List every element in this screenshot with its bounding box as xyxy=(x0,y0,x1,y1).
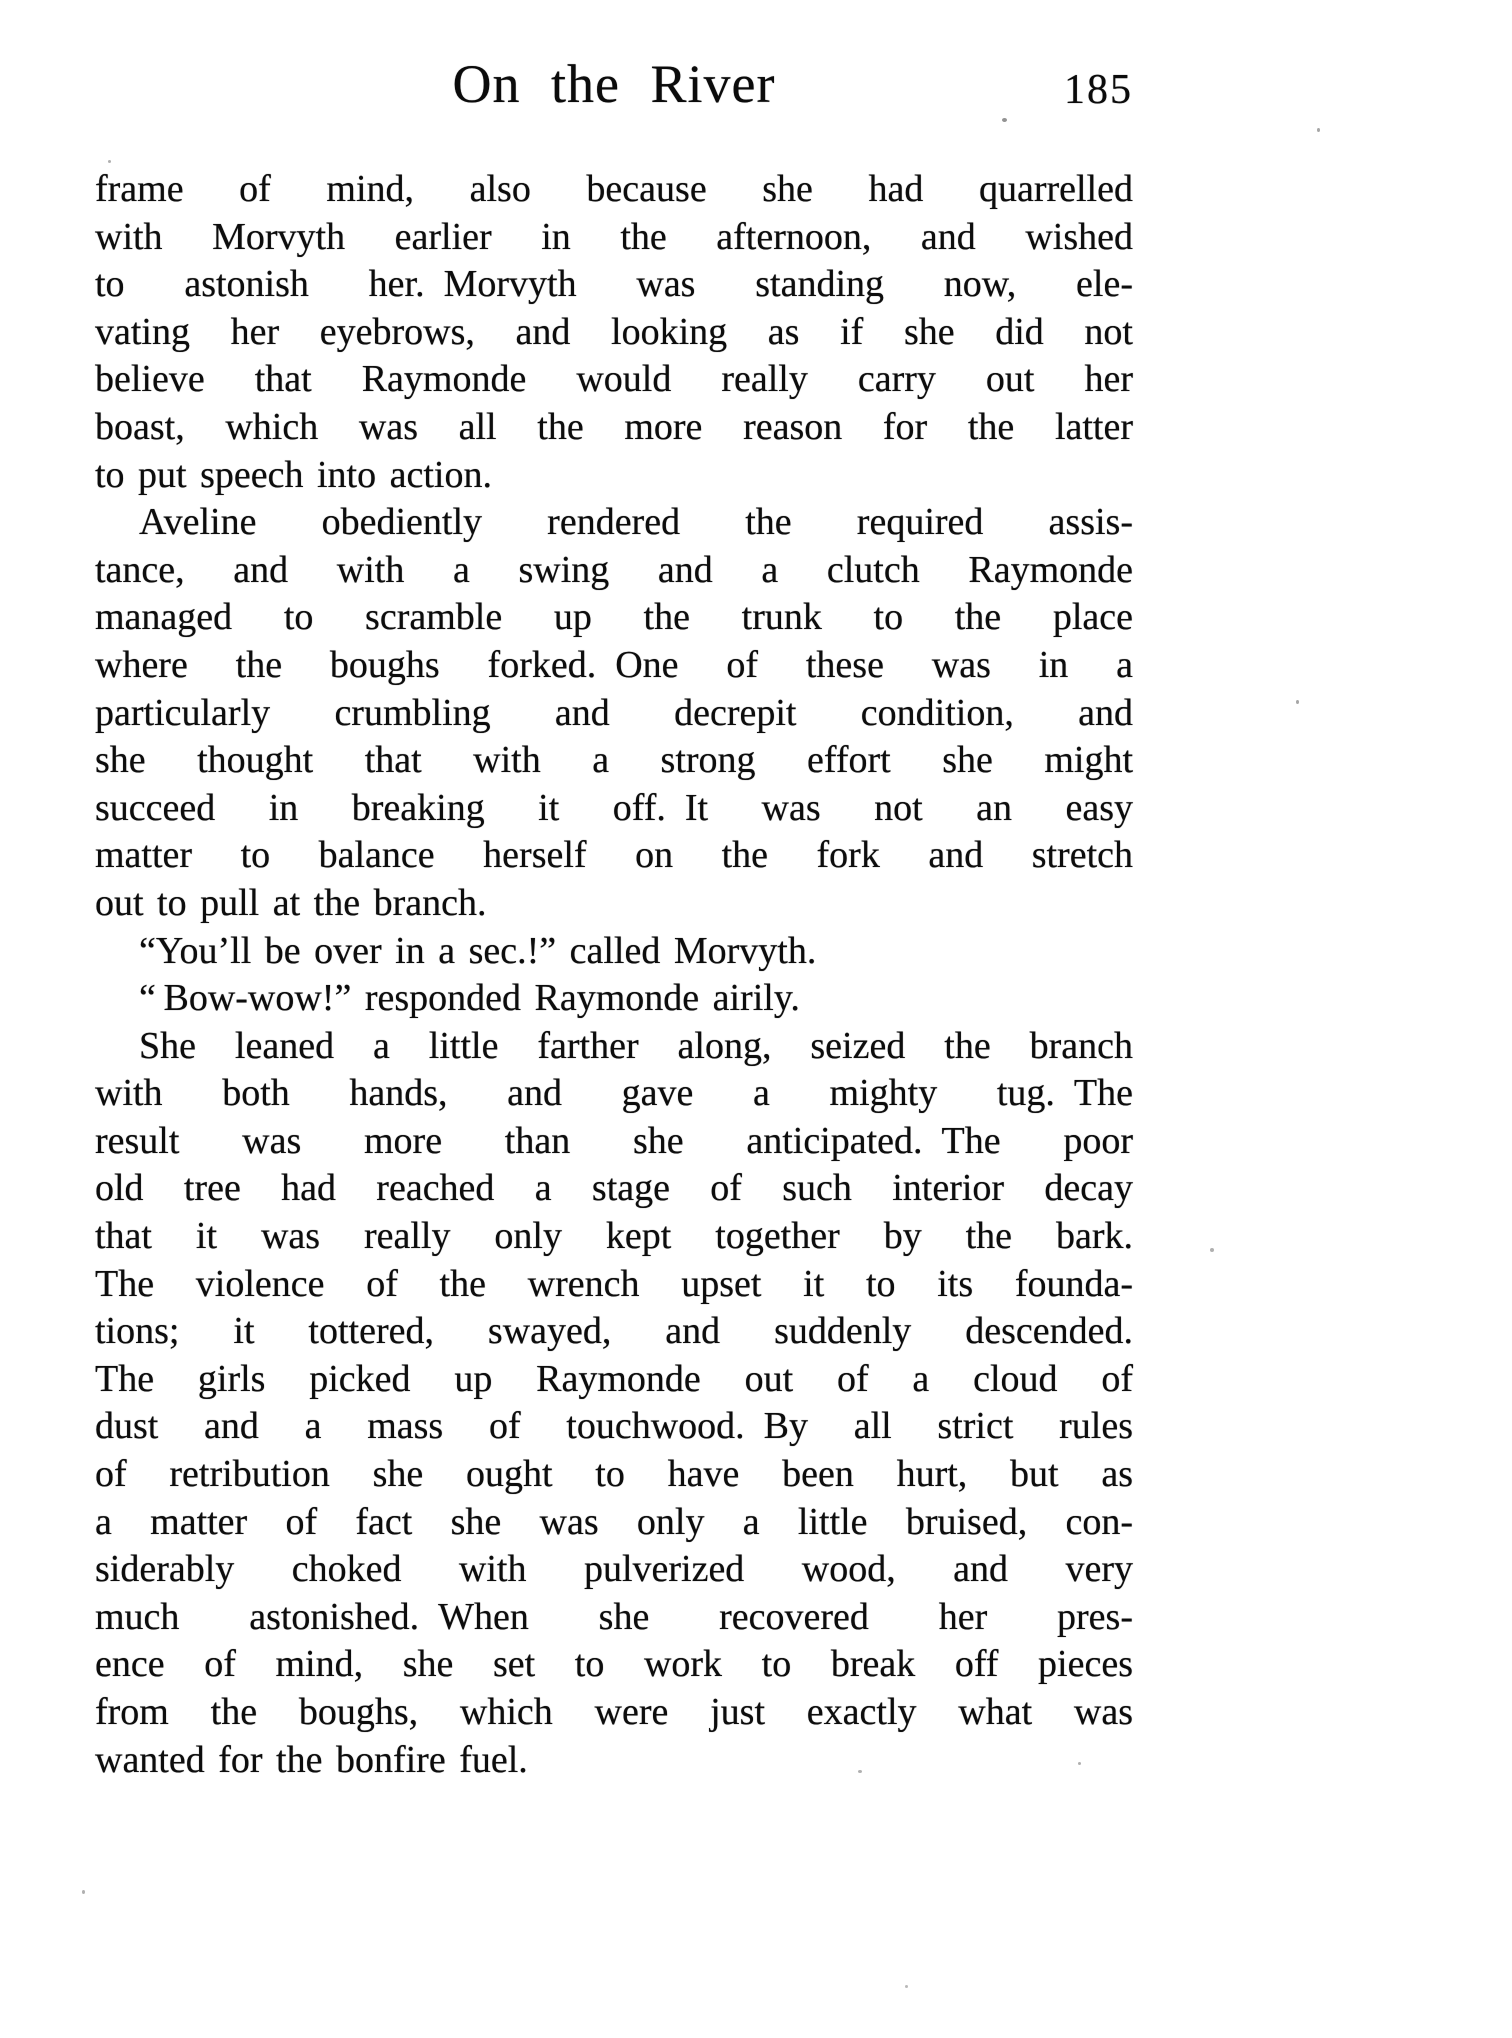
text-line: siderably choked with pulverized wood, and very xyxy=(95,1548,1133,1591)
text-line: from the boughs, which were just exactly what was xyxy=(95,1691,1133,1733)
scan-speck xyxy=(1078,1762,1081,1765)
text-line: Aveline obediently rendered the required assis- xyxy=(139,501,1133,544)
text-line: matter to balance herself on the fork and stretch xyxy=(95,834,1133,877)
text-line: managed to scramble up the trunk to the place xyxy=(95,596,1133,639)
text-line: “ Bow-wow!” responded Raymonde airily. xyxy=(139,977,800,1020)
paragraph xyxy=(95,166,1133,499)
scan-speck xyxy=(905,1985,908,1988)
paragraph xyxy=(95,1023,1133,1785)
running-header xyxy=(95,54,1133,124)
text-line: she thought that with a strong effort she might xyxy=(95,739,1133,782)
text-line: “You’ll be over in a sec.!” called Morvyth. xyxy=(139,929,817,972)
text-line: a matter of fact she was only a little bruised, con- xyxy=(95,1500,1133,1543)
text-line: ence of mind, she set to work to break off pieces xyxy=(95,1643,1133,1686)
text-line: to put speech into action. xyxy=(95,453,492,496)
text-line: She leaned a little farther along, seized the branch xyxy=(139,1024,1133,1067)
text-line: of retribution she ought to have been hurt, but as xyxy=(95,1453,1133,1496)
text-line: boast, which was all the more reason for the latter xyxy=(95,405,1133,448)
text-line: result was more than she anticipated. The poor xyxy=(95,1119,1133,1162)
scan-speck xyxy=(1002,118,1007,122)
text-line: old tree had reached a stage of such interior decay xyxy=(95,1167,1133,1210)
text-line: frame of mind, also because she had quarrelled xyxy=(95,168,1133,210)
text-line: to astonish her. Morvyth was standing now, ele- xyxy=(95,263,1133,306)
text-line: with Morvyth earlier in the afternoon, and wished xyxy=(95,215,1133,258)
text-line: succeed in breaking it off. It was not an easy xyxy=(95,786,1133,829)
scan-speck xyxy=(858,1770,862,1773)
text-line: particularly crumbling and decrepit condition, and xyxy=(95,691,1133,734)
text-line: vating her eyebrows, and looking as if she did not xyxy=(95,310,1133,353)
page-title: On the River xyxy=(452,54,776,114)
text-line: The girls picked up Raymonde out of a cloud of xyxy=(95,1357,1133,1400)
text-line: with both hands, and gave a mighty tug. The xyxy=(95,1072,1133,1115)
text-line: wanted for the bonfire fuel. xyxy=(95,1738,528,1781)
text-line: dust and a mass of touchwood. By all strict rules xyxy=(95,1405,1133,1448)
paragraph xyxy=(95,499,1133,927)
text-line: believe that Raymonde would really carry out her xyxy=(95,358,1133,401)
paragraph xyxy=(95,975,1133,1023)
text-line: The violence of the wrench upset it to its founda- xyxy=(95,1262,1133,1305)
scan-speck xyxy=(82,1890,85,1894)
text-line: that it was really only kept together by the bark. xyxy=(95,1215,1133,1258)
scan-speck xyxy=(1210,1248,1214,1252)
text-line: much astonished. When she recovered her pres- xyxy=(95,1595,1133,1638)
text-line: where the boughs forked. One of these was in a xyxy=(95,643,1133,686)
page-number: 185 xyxy=(1064,67,1133,113)
paragraph xyxy=(95,928,1133,976)
text-line: tance, and with a swing and a clutch Raymonde xyxy=(95,548,1133,591)
text-line: tions; it tottered, swayed, and suddenly descended. xyxy=(95,1310,1133,1353)
scan-speck xyxy=(1317,128,1320,132)
scan-speck xyxy=(1296,700,1299,704)
page-body xyxy=(95,166,1133,1784)
text-line: out to pull at the branch. xyxy=(95,881,487,924)
scan-speck xyxy=(108,160,111,163)
